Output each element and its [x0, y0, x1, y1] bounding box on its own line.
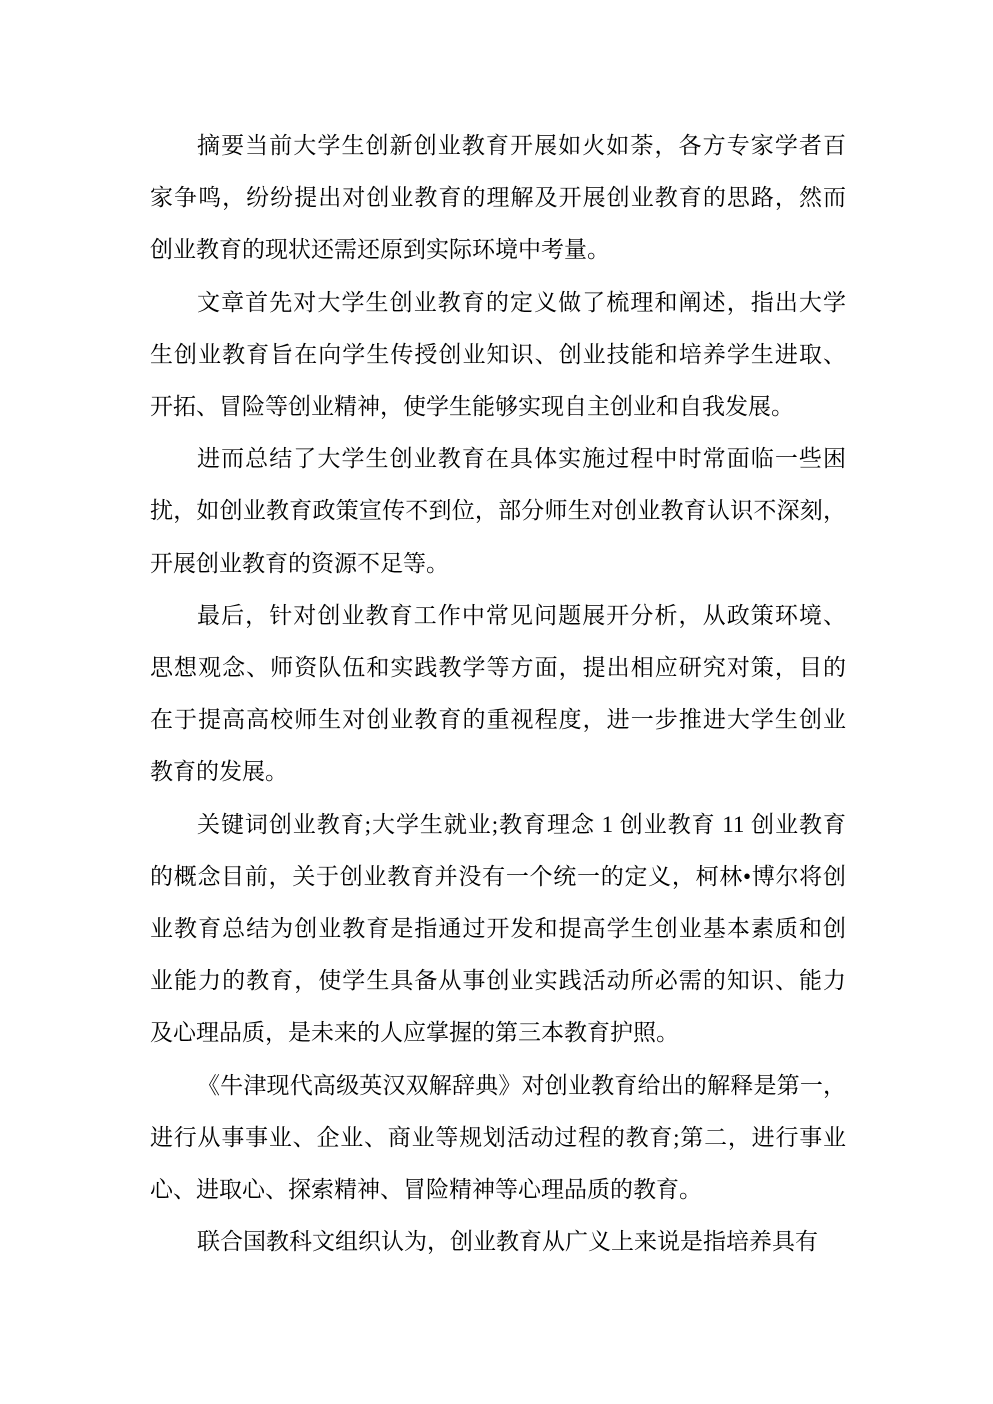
text-line: 家争鸣，纷纷提出对创业教育的理解及开展创业教育的思路，然而 [150, 185, 846, 211]
text-line: 关键词创业教育;大学生就业;教育理念 1 创业教育 11 创业教育 [197, 811, 846, 837]
paragraph-oxford-dictionary-definition [150, 1060, 846, 1217]
text-line: 进而总结了大学生创业教育在具体实施过程中时常面临一些困 [197, 446, 846, 472]
text-line: 最后，针对创业教育工作中常见问题展开分析，从政策环境、 [197, 602, 846, 628]
text-line: 创业教育的现状还需还原到实际环境中考量。 [150, 237, 610, 263]
text-line: 文章首先对大学生创业教育的定义做了梳理和阐述，指出大学 [197, 289, 846, 315]
text-line: 摘要当前大学生创新创业教育开展如火如荼，各方专家学者百 [197, 133, 846, 158]
text-line: 《牛津现代高级英汉双解辞典》对创业教育给出的解释是第一， [197, 1072, 846, 1098]
text-line: 业教育总结为创业教育是指通过开发和提高学生创业基本素质和创 [150, 916, 846, 942]
paragraph-problems-summary [150, 433, 846, 590]
text-line: 开拓、冒险等创业精神，使学生能够实现自主创业和自我发展。 [150, 394, 794, 420]
paragraph-analysis-countermeasures [150, 590, 846, 799]
text-line: 进行从事事业、企业、商业等规划活动过程的教育;第二，进行事业 [150, 1124, 846, 1150]
paragraph-definition-overview [150, 277, 846, 434]
text-line: 扰，如创业教育政策宣传不到位，部分师生对创业教育认识不深刻， [150, 498, 846, 524]
text-line: 联合国教科文组织认为，创业教育从广义上来说是指培养具有 [197, 1229, 818, 1255]
text-line: 开展创业教育的资源不足等。 [150, 550, 449, 576]
text-line: 业能力的教育，使学生具备从事创业实践活动所必需的知识、能力 [150, 968, 846, 994]
text-line: 及心理品质，是未来的人应掌握的第三本教育护照。 [150, 1020, 679, 1046]
text-line: 生创业教育旨在向学生传授创业知识、创业技能和培养学生进取、 [150, 341, 846, 367]
paragraph-abstract-intro [150, 120, 846, 277]
paragraph-unesco-definition [150, 1216, 846, 1268]
text-line: 的概念目前，关于创业教育并没有一个统一的定义，柯林•博尔将创 [150, 863, 846, 889]
paragraph-keywords-and-concept [150, 799, 846, 1060]
text-line: 教育的发展。 [150, 759, 288, 785]
text-line: 心、进取心、探索精神、冒险精神等心理品质的教育。 [150, 1177, 702, 1203]
text-line: 思想观念、师资队伍和实践教学等方面，提出相应研究对策，目的 [150, 655, 846, 681]
text-line: 在于提高高校师生对创业教育的重视程度，进一步推进大学生创业 [150, 707, 846, 733]
